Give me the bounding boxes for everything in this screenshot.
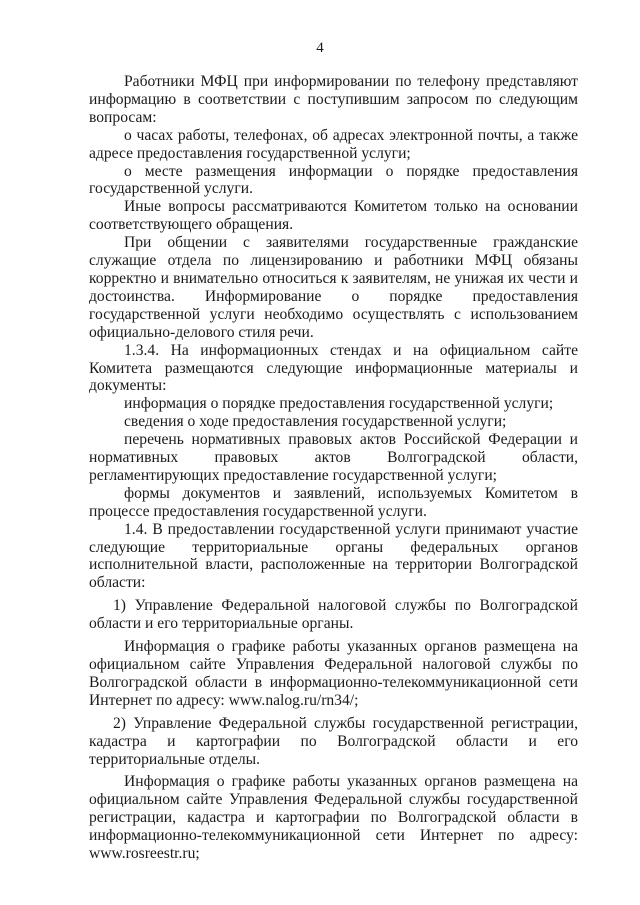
paragraph-info-location: о месте размещения информации о порядке предоставления государственной услуги. (89, 162, 578, 198)
paragraph-mfc-phone-info: Работники МФЦ при информировании по телефону представляют информацию в соответствии с поступившим запросом по следующим вопросам: (89, 73, 578, 126)
list-item-tax-service: 1) Управление Федеральной налоговой службы по Волгоградской области и его территориальные органы. (89, 597, 578, 633)
list-item-rosreestr: 2) Управление Федеральной службы государственной регистрации, кадастра и картографии по Волгоградской области и его территориальные отделы. (89, 714, 578, 768)
paragraph-tax-service-schedule: Информация о графике работы указанных органов размещена на официальном сайте Управления Федеральной налоговой службы по Волгоградской области в информационно-телекоммуникационной сети Интернет по адресу: www.nalog.ru/rn34/; (89, 638, 578, 709)
paragraph-working-hours: о часах работы, телефонах, об адресах электронной почты, а также адресе предоставления государственной услуги; (89, 126, 578, 162)
paragraph-1-3-4: 1.3.4. На информационных стендах и на официальном сайте Комитета размещаются следующие информационные материалы и документы: (89, 341, 578, 395)
paragraph-communication-rules: При общении с заявителями государственные гражданские служащие отдела по лицензированию и работники МФЦ обязаны корректно и внимательно относиться к заявителям, не унижая их чести и достоинства. Информирование о порядке предоставления государственной услуги необходимо осуществлять с использованием официально-делового стиля речи. (89, 234, 578, 341)
paragraph-other-questions: Иные вопросы рассматриваются Комитетом только на основании соответствующего обращения. (89, 198, 578, 234)
document-body (89, 73, 578, 863)
list-item-legal-acts: перечень нормативных правовых актов Российской Федерации и нормативных правовых актов Волгоградской области, регламентирующих предоставление государственной услуги; (89, 431, 578, 484)
list-item-procedure-info: информация о порядке предоставления государственной услуги; (124, 395, 554, 413)
page-number: 4 (316, 40, 324, 56)
list-item-progress-info: сведения о ходе предоставления государственной услуги; (124, 413, 507, 431)
paragraph-1-4: 1.4. В предоставлении государственной услуги принимают участие следующие территориальные органы федеральных органов исполнительной власти, расположенные на территории Волгоградской области: (89, 520, 578, 592)
paragraph-rosreestr-schedule: Информация о графике работы указанных органов размещена на официальном сайте Управления Федеральной службы государственной регистрации, кадастра и картографии по Волгоградской области в информационно-телекоммуникационной сети Интернет по адресу: www.rosreestr.ru; (89, 773, 578, 863)
list-item-document-forms: формы документов и заявлений, используемых Комитетом в процессе предоставления государственной услуги. (89, 484, 578, 520)
